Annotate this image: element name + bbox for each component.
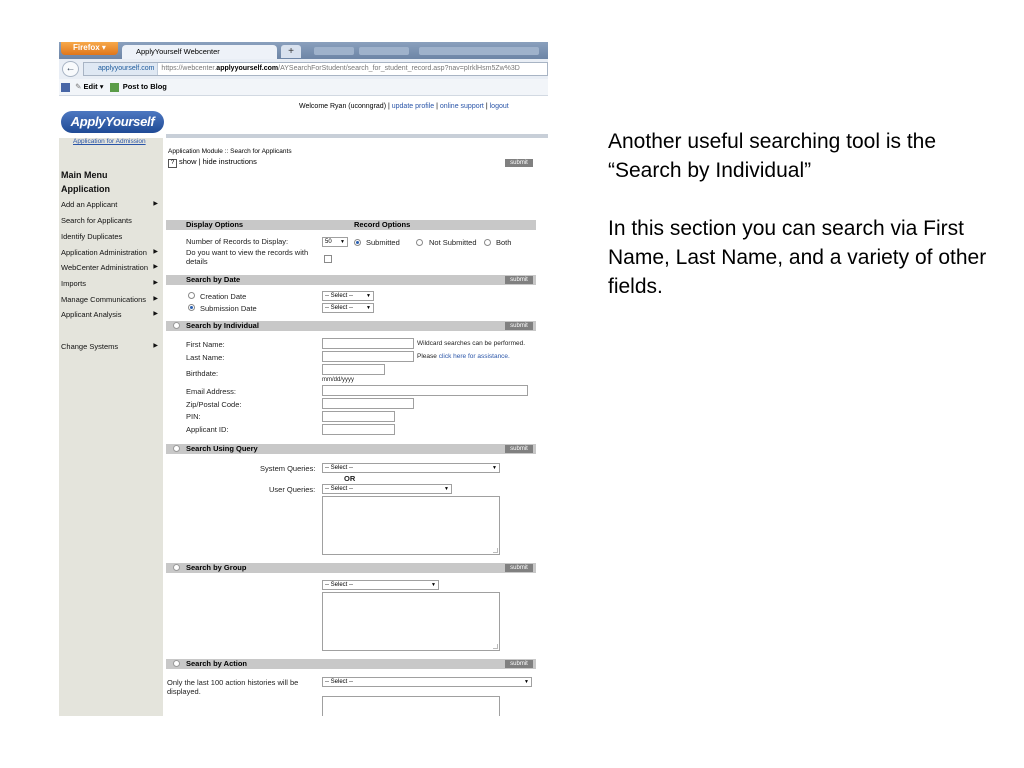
edit-icon: ✎ [75,82,82,91]
browser-screenshot [59,42,548,716]
action-select[interactable]: -- Select -- ▼ [322,677,532,687]
both-radio[interactable] [484,239,491,246]
assistance-link[interactable]: click here for assistance. [438,353,510,360]
user-queries-select[interactable]: -- Select -- ▼ [322,484,452,494]
zip-label: Zip/Postal Code: [186,400,242,409]
both-label: Both [496,238,512,247]
submission-date-select[interactable]: -- Select -- ▼ [322,303,374,313]
action-history-note-2: displayed. [167,687,201,696]
display-options-header: Display Options Record Options [166,220,536,230]
edit-button[interactable]: Edit ▾ [83,82,104,91]
birthdate-label: Birthdate: [186,369,219,378]
search-by-individual-radio[interactable] [173,322,180,329]
online-support-link[interactable]: online support [439,103,484,110]
logout-link[interactable]: logout [489,103,509,110]
application-for-admission-link[interactable]: Application for Admission [73,138,146,145]
wildcard-note: Wildcard searches can be performed. [417,340,526,347]
firefox-menu-button[interactable]: Firefox ▾ [61,42,118,55]
chevron-down-icon: ▼ [492,465,497,471]
not-submitted-radio[interactable] [416,239,423,246]
zip-input[interactable] [322,398,414,409]
search-by-action-header: Search by Action submit [166,659,536,669]
instructions-bar-spacer [246,158,536,168]
or-label: OR [344,474,356,483]
application-section-title: Application [61,184,110,194]
birthdate-format-hint: mm/dd/yyyy [322,377,355,383]
search-by-date-header: Search by Date submit [166,275,536,285]
triangle-right-icon: ▶ [153,264,158,270]
creation-date-select[interactable]: -- Select -- ▼ [322,291,374,301]
chevron-down-icon: ▼ [444,486,449,492]
chevron-down-icon: ▼ [366,305,371,311]
toolbar-decor [359,47,409,55]
submit-button[interactable]: submit [505,660,533,668]
chevron-down-icon: ▼ [524,679,529,685]
action-history-note: Only the last 100 action histories will be [167,678,299,687]
action-list[interactable] [322,696,500,716]
update-profile-link[interactable]: update profile [391,103,435,110]
main-menu-title: Main Menu [61,170,108,180]
triangle-right-icon: ▶ [153,201,158,207]
not-submitted-label: Not Submitted [429,238,477,247]
separator: | [436,103,438,110]
first-name-input[interactable] [322,338,414,349]
sidebar-item-add-applicant[interactable]: Add an Applicant ▶ [61,200,158,209]
chevron-down-icon: ▼ [366,293,371,299]
submission-date-label: Submission Date [200,304,257,313]
num-records-select[interactable]: 50 ▼ [322,237,348,247]
triangle-right-icon: ▶ [153,249,158,255]
triangle-right-icon: ▶ [153,343,158,349]
triangle-right-icon: ▶ [153,311,158,317]
submit-button[interactable]: submit [505,445,533,453]
search-using-query-radio[interactable] [173,445,180,452]
back-arrow-icon[interactable]: ← [62,61,79,77]
assistance-note: Please click here for assistance. [417,353,510,360]
welcome-text: Welcome Ryan (uconngrad) | [299,103,390,110]
submit-button[interactable]: submit [505,159,533,167]
bookmarks-bar [59,79,548,96]
welcome-bar [299,103,509,110]
submit-button[interactable]: submit [505,276,533,284]
search-by-group-header: Search by Group submit [166,563,536,573]
sidebar-item-change-systems[interactable]: Change Systems ▶ [61,342,158,351]
sidebar-item-applicant-analysis[interactable]: Applicant Analysis ▶ [61,310,158,319]
sidebar [59,138,163,716]
first-name-label: First Name: [186,340,225,349]
site-identity-badge[interactable]: applyyourself.com [84,63,158,75]
toolbar-decor [419,47,539,55]
sidebar-item-identify-duplicates[interactable]: Identify Duplicates [61,232,123,241]
url-bar[interactable] [83,62,548,76]
submit-button[interactable]: submit [505,322,533,330]
submission-date-radio[interactable] [188,304,195,311]
triangle-right-icon: ▶ [153,280,158,286]
slide-paragraph-2: In this section you can search via First Name, Last Name, and a variety of other fields. [608,217,987,298]
submitted-radio[interactable] [354,239,361,246]
group-list[interactable] [322,592,500,651]
view-details-label: Do you want to view the records with [186,248,309,257]
chevron-down-icon: ▼ [431,582,436,588]
slide-text [608,127,1008,330]
applicant-id-input[interactable] [322,424,395,435]
applicant-id-label: Applicant ID: [186,425,229,434]
post-icon [110,83,119,92]
user-queries-label: User Queries: [269,485,316,494]
creation-date-label: Creation Date [200,292,247,301]
search-by-group-radio[interactable] [173,564,180,571]
search-using-query-header: Search Using Query submit [166,444,536,454]
separator: | [485,103,488,110]
last-name-label: Last Name: [186,353,225,362]
instructions-toggle[interactable]: ? show | hide instructions [168,157,257,168]
help-icon: ? [168,159,177,168]
creation-date-radio[interactable] [188,292,195,299]
url-text: https://webcenter.applyyourself.com/AYSearchForStudent/search_for_student_record.asp?nav=pIrklHsm5Zw%3D [161,65,520,72]
group-select[interactable]: -- Select -- ▼ [322,580,439,590]
submit-button[interactable]: submit [505,564,533,572]
birthdate-input[interactable] [322,364,385,375]
breadcrumb: Application Module :: Search for Applicants [168,148,292,155]
sidebar-item-application-administration[interactable]: Application Administration ▶ [61,248,158,257]
email-label: Email Address: [186,387,237,396]
browser-nav-bar [59,59,548,80]
sidebar-item-webcenter-administration[interactable]: WebCenter Administration ▶ [61,263,158,272]
sidebar-item-imports[interactable]: Imports ▶ [61,279,158,288]
submitted-label: Submitted [366,238,400,247]
browser-tab[interactable]: ApplyYourself Webcenter [122,45,277,59]
new-tab-button[interactable]: + [281,45,301,58]
system-queries-select[interactable]: -- Select -- ▼ [322,463,500,473]
user-queries-list[interactable] [322,496,500,555]
slide-paragraph-1: Another useful searching tool is the “Search by Individual” [608,130,937,182]
blog-icon[interactable] [61,83,70,92]
triangle-right-icon: ▶ [153,296,158,302]
applyyourself-logo: ApplyYourself [61,111,164,133]
sidebar-item-manage-communications[interactable]: Manage Communications ▶ [61,295,158,304]
view-details-label-2: details [186,257,208,266]
sidebar-item-search-applicants[interactable]: Search for Applicants [61,216,132,225]
pin-label: PIN: [186,412,201,421]
pin-input[interactable] [322,411,395,422]
browser-tab-bar [59,42,548,59]
toolbar-decor [314,47,354,55]
last-name-input[interactable] [322,351,414,362]
chevron-down-icon: ▼ [340,239,345,245]
search-by-individual-header: Search by Individual submit [166,321,536,331]
system-queries-label: System Queries: [260,464,316,473]
header-divider [166,134,548,138]
view-details-checkbox[interactable] [324,255,332,263]
num-records-label: Number of Records to Display: [186,237,289,246]
email-input[interactable] [322,385,528,396]
post-to-blog-button[interactable]: Post to Blog [122,82,167,91]
search-by-action-radio[interactable] [173,660,180,667]
